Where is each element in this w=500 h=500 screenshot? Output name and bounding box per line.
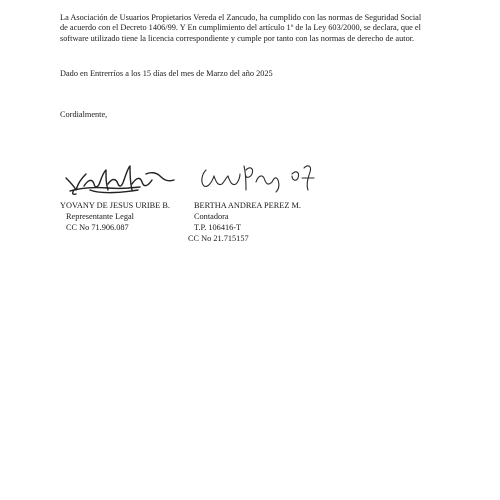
paragraph-line: de acuerdo con el Decreto 1406/99. Y En cumplimiento del artículo 1º de la Ley 603/2000, se declara, que el [60, 23, 421, 33]
closing-line [60, 110, 450, 120]
signatory-id: CC No 71.906.087 [66, 223, 129, 232]
paragraph-line: La Asociación de Usuarios Propietarios Vereda el Zancudo, ha cumplido con las normas de Seguridad Social [60, 13, 422, 22]
closing-text: Cordialmente, [60, 110, 108, 119]
compliance-paragraph [60, 13, 450, 44]
signature-block-legal-representative [60, 200, 170, 233]
signature-image-accountant [196, 160, 326, 196]
signatory-id: CC No 21.715157 [188, 234, 249, 243]
signature-block-accountant [188, 200, 301, 244]
signatory-role: Contadora [194, 212, 229, 221]
date-text: Dado en Entrerríos a los 15 días del mes de Marzo del año 2025 [60, 69, 273, 78]
signature-image-legal-representative [60, 160, 180, 200]
signatory-role: Representante Legal [66, 212, 134, 221]
paragraph-line: software utilizado tiene la licencia correspondiente y cumple por tanto con las normas de derecho de autor. [60, 33, 415, 43]
signatory-professional-card: T.P. 106416-T [194, 223, 242, 232]
signatory-name: YOVANY DE JESUS URIBE B. [60, 201, 170, 210]
signatory-name: BERTHA ANDREA PEREZ M. [194, 201, 301, 210]
date-line [60, 69, 450, 79]
